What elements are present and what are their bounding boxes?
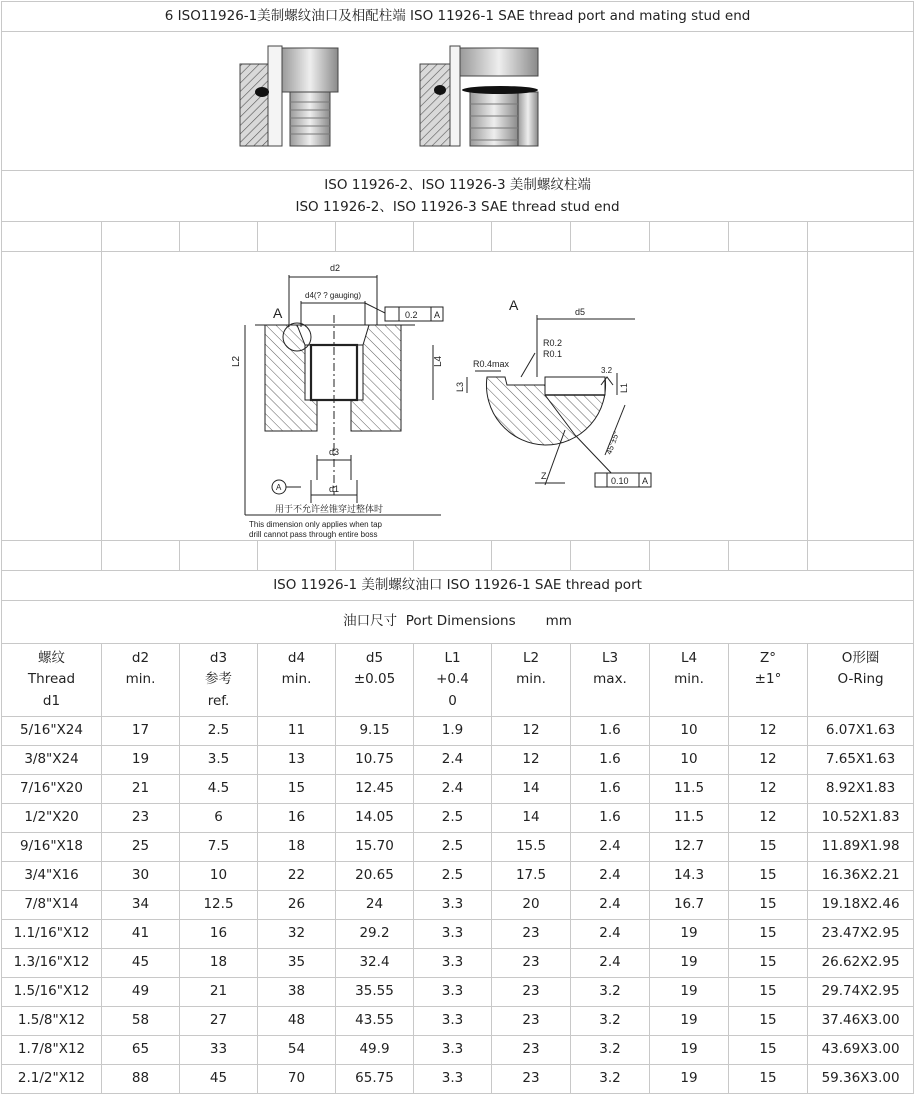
column-header bbox=[729, 644, 808, 717]
table-row bbox=[2, 804, 914, 833]
blank-cell bbox=[414, 541, 492, 571]
port-heading: ISO 11926-1 美制螺纹油口 ISO 11926-1 SAE thread port bbox=[2, 571, 914, 601]
note-en-line2: drill cannot pass through entire boss bbox=[248, 530, 378, 539]
column-header-line: d1 bbox=[42, 692, 61, 709]
label-L2: L2 bbox=[230, 355, 242, 367]
label-r02: R0.2 bbox=[542, 338, 562, 348]
port-drawing-cell bbox=[102, 252, 808, 541]
assembled-stud-image bbox=[240, 46, 338, 146]
table-cell: 7.5 bbox=[180, 833, 258, 862]
table-cell: 17 bbox=[102, 717, 180, 746]
table-cell: 1.5/8"X12 bbox=[2, 1007, 102, 1036]
blank-cell bbox=[492, 222, 571, 252]
label-d3: d3 bbox=[328, 447, 339, 457]
table-cell: 11.89X1.98 bbox=[808, 833, 914, 862]
table-cell: 12 bbox=[492, 717, 571, 746]
table-cell: 3.2 bbox=[571, 1007, 650, 1036]
table-cell: 14.05 bbox=[336, 804, 414, 833]
table-cell: 23 bbox=[492, 1065, 571, 1094]
column-header-line: L3 bbox=[601, 649, 619, 666]
table-cell: 18 bbox=[258, 833, 336, 862]
table-cell: 21 bbox=[102, 775, 180, 804]
table-row bbox=[2, 1065, 914, 1094]
table-cell: 12 bbox=[729, 775, 808, 804]
label-d4: d4(? ? gauging) bbox=[304, 291, 361, 300]
note-en-line1: This dimension only applies when tap bbox=[248, 520, 382, 529]
table-cell: 41 bbox=[102, 920, 180, 949]
table-cell: 20 bbox=[492, 891, 571, 920]
column-header-line bbox=[571, 691, 649, 713]
table-cell: 1.5/16"X12 bbox=[2, 978, 102, 1007]
blank-cell bbox=[650, 541, 729, 571]
table-row bbox=[2, 891, 914, 920]
column-header-line: ±1° bbox=[754, 671, 782, 688]
table-cell: 3/4"X16 bbox=[2, 862, 102, 891]
table-cell: 3.3 bbox=[414, 1065, 492, 1094]
table-cell: 1/2"X20 bbox=[2, 804, 102, 833]
column-header-line: 0 bbox=[448, 692, 457, 709]
table-cell: 12 bbox=[729, 746, 808, 775]
stud-end-heading-cn: ISO 11926-2、ISO 11926-3 美制螺纹柱端 bbox=[324, 177, 591, 193]
column-header-line: Thread bbox=[27, 671, 76, 688]
table-cell: 30 bbox=[102, 862, 180, 891]
table-cell: 70 bbox=[258, 1065, 336, 1094]
table-cell: 15 bbox=[729, 862, 808, 891]
table-cell: 19 bbox=[102, 746, 180, 775]
table-cell: 9/16"X18 bbox=[2, 833, 102, 862]
column-header-line: O形圈 bbox=[841, 649, 880, 666]
column-header-line: min. bbox=[516, 671, 546, 688]
table-cell: 17.5 bbox=[492, 862, 571, 891]
table-cell: 19 bbox=[650, 978, 729, 1007]
table-cell: 3.3 bbox=[414, 891, 492, 920]
table-cell: 29.2 bbox=[336, 920, 414, 949]
table-cell: 2.4 bbox=[571, 862, 650, 891]
table-cell: 35 bbox=[258, 949, 336, 978]
blank-cell bbox=[180, 222, 258, 252]
blank-cell bbox=[336, 222, 414, 252]
table-cell: 14 bbox=[492, 804, 571, 833]
table-cell: 45 bbox=[102, 949, 180, 978]
table-row bbox=[2, 1007, 914, 1036]
column-header-line: d4 bbox=[287, 649, 306, 666]
table-cell: 58 bbox=[102, 1007, 180, 1036]
column-header-line: min. bbox=[674, 671, 704, 688]
table-cell: 15 bbox=[729, 949, 808, 978]
table-cell: 37.46X3.00 bbox=[808, 1007, 914, 1036]
blank-cell bbox=[571, 222, 650, 252]
table-cell: 11.5 bbox=[650, 804, 729, 833]
table-cell: 32 bbox=[258, 920, 336, 949]
column-header-line: d3 bbox=[209, 649, 228, 666]
table-cell: 19.18X2.46 bbox=[808, 891, 914, 920]
view-label-a-left: A bbox=[272, 305, 282, 321]
table-cell: 19 bbox=[650, 1007, 729, 1036]
blank-cell bbox=[492, 541, 571, 571]
column-header bbox=[180, 644, 258, 717]
table-cell: 1.6 bbox=[571, 746, 650, 775]
table-cell: 2.5 bbox=[414, 862, 492, 891]
table-cell: 15 bbox=[258, 775, 336, 804]
table-cell: 35.55 bbox=[336, 978, 414, 1007]
table-cell: 1.6 bbox=[571, 717, 650, 746]
table-cell: 23 bbox=[492, 978, 571, 1007]
label-L3: L3 bbox=[454, 381, 465, 392]
table-cell: 45 bbox=[180, 1065, 258, 1094]
table-cell: 16 bbox=[258, 804, 336, 833]
table-cell: 2.5 bbox=[414, 833, 492, 862]
table-cell: 12 bbox=[492, 746, 571, 775]
table-cell: 16.36X2.21 bbox=[808, 862, 914, 891]
column-header bbox=[336, 644, 414, 717]
table-cell: 2.4 bbox=[571, 891, 650, 920]
table-cell: 14 bbox=[492, 775, 571, 804]
table-cell: 7/16"X20 bbox=[2, 775, 102, 804]
table-cell: 8.92X1.83 bbox=[808, 775, 914, 804]
label-d5: d5 bbox=[574, 307, 585, 317]
table-cell: 54 bbox=[258, 1036, 336, 1065]
table-cell: 2.1/2"X12 bbox=[2, 1065, 102, 1094]
table-cell: 48 bbox=[258, 1007, 336, 1036]
column-header-line: min. bbox=[125, 671, 156, 688]
blank-cell bbox=[571, 541, 650, 571]
label-d2: d2 bbox=[329, 263, 340, 273]
table-cell: 19 bbox=[650, 1036, 729, 1065]
table-cell: 38 bbox=[258, 978, 336, 1007]
blank-cell bbox=[808, 252, 914, 541]
table-cell: 23 bbox=[492, 920, 571, 949]
column-header-line: max. bbox=[593, 671, 627, 688]
table-row bbox=[2, 1036, 914, 1065]
table-cell: 3.5 bbox=[180, 746, 258, 775]
table-row bbox=[2, 920, 914, 949]
table-cell: 7/8"X14 bbox=[2, 891, 102, 920]
table-cell: 23 bbox=[102, 804, 180, 833]
table-cell: 2.4 bbox=[571, 920, 650, 949]
table-cell: 9.15 bbox=[336, 717, 414, 746]
table-cell: 34 bbox=[102, 891, 180, 920]
column-header bbox=[492, 644, 571, 717]
column-header bbox=[414, 644, 492, 717]
table-row bbox=[2, 717, 914, 746]
label-angle: 45°±5° bbox=[603, 429, 621, 456]
column-header bbox=[571, 644, 650, 717]
table-cell: 19 bbox=[650, 1065, 729, 1094]
table-cell: 23 bbox=[492, 949, 571, 978]
column-header bbox=[102, 644, 180, 717]
port-with-oring-image bbox=[420, 46, 538, 146]
table-cell: 10 bbox=[650, 746, 729, 775]
column-header-line: O-Ring bbox=[837, 671, 884, 688]
tolerance-value-right: 0.10 bbox=[610, 476, 629, 486]
blank-cell bbox=[336, 541, 414, 571]
blank-cell bbox=[729, 541, 808, 571]
table-cell: 3.3 bbox=[414, 978, 492, 1007]
table-cell: 2.4 bbox=[571, 949, 650, 978]
table-cell: 3.3 bbox=[414, 949, 492, 978]
table-cell: 15 bbox=[729, 920, 808, 949]
column-header-line: L2 bbox=[522, 649, 540, 666]
table-cell: 12.7 bbox=[650, 833, 729, 862]
blank-cell bbox=[808, 222, 914, 252]
table-cell: 26 bbox=[258, 891, 336, 920]
table-row bbox=[2, 978, 914, 1007]
table-cell: 2.4 bbox=[571, 833, 650, 862]
column-header-line bbox=[336, 691, 413, 713]
table-row bbox=[2, 746, 914, 775]
table-cell: 65.75 bbox=[336, 1065, 414, 1094]
table-cell: 43.69X3.00 bbox=[808, 1036, 914, 1065]
spec-table bbox=[1, 1, 914, 1094]
sheet-title: 6 ISO11926-1美制螺纹油口及相配柱端 ISO 11926-1 SAE thread port and mating stud end bbox=[2, 2, 914, 32]
table-cell: 12 bbox=[729, 717, 808, 746]
table-cell: 49.9 bbox=[336, 1036, 414, 1065]
table-cell: 10 bbox=[650, 717, 729, 746]
roughness-symbol-value: 3.2 bbox=[600, 366, 612, 375]
column-header-line bbox=[258, 691, 335, 713]
column-header-line: min. bbox=[281, 671, 312, 688]
column-header bbox=[650, 644, 729, 717]
table-cell: 15 bbox=[729, 978, 808, 1007]
stud-end-illustration bbox=[158, 46, 758, 156]
table-cell: 2.5 bbox=[414, 804, 492, 833]
datum-a-circle: A bbox=[275, 483, 281, 492]
table-cell: 6.07X1.63 bbox=[808, 717, 914, 746]
table-cell: 15.5 bbox=[492, 833, 571, 862]
table-cell: 25 bbox=[102, 833, 180, 862]
table-cell: 88 bbox=[102, 1065, 180, 1094]
table-cell: 21 bbox=[180, 978, 258, 1007]
table-row bbox=[2, 862, 914, 891]
table-cell: 3.3 bbox=[414, 1036, 492, 1065]
table-cell: 15 bbox=[729, 1036, 808, 1065]
label-z: Z bbox=[540, 471, 546, 481]
blank-cell bbox=[2, 252, 102, 541]
column-header-line: 螺纹 bbox=[38, 649, 65, 666]
table-cell: 59.36X3.00 bbox=[808, 1065, 914, 1094]
column-header-line: Z° bbox=[760, 649, 776, 666]
column-header-line bbox=[102, 691, 179, 713]
table-cell: 16 bbox=[180, 920, 258, 949]
table-cell: 12.45 bbox=[336, 775, 414, 804]
table-cell: 10 bbox=[180, 862, 258, 891]
table-cell: 32.4 bbox=[336, 949, 414, 978]
table-cell: 23.47X2.95 bbox=[808, 920, 914, 949]
table-cell: 16.7 bbox=[650, 891, 729, 920]
table-cell: 2.4 bbox=[414, 775, 492, 804]
table-cell: 4.5 bbox=[180, 775, 258, 804]
blank-cell bbox=[180, 541, 258, 571]
table-cell: 23 bbox=[492, 1036, 571, 1065]
blank-cell bbox=[729, 222, 808, 252]
column-header-line: L1 bbox=[444, 649, 461, 666]
note-cn: 用于不允许丝锥穿过整体时 bbox=[274, 504, 383, 514]
label-L1: L1 bbox=[618, 382, 629, 393]
table-cell: 12.5 bbox=[180, 891, 258, 920]
tolerance-value-left: 0.2 bbox=[404, 310, 418, 320]
tolerance-datum-left: A bbox=[433, 310, 440, 320]
column-header bbox=[258, 644, 336, 717]
table-cell: 3/8"X24 bbox=[2, 746, 102, 775]
column-header-line: d2 bbox=[131, 649, 150, 666]
label-d1: d1 bbox=[328, 484, 339, 494]
port-and-stud-images bbox=[2, 32, 914, 171]
column-header-line bbox=[729, 691, 807, 713]
table-cell: 20.65 bbox=[336, 862, 414, 891]
table-cell: 3.3 bbox=[414, 920, 492, 949]
table-cell: 1.6 bbox=[571, 804, 650, 833]
table-cell: 1.1/16"X12 bbox=[2, 920, 102, 949]
table-cell: 1.3/16"X12 bbox=[2, 949, 102, 978]
table-row bbox=[2, 775, 914, 804]
table-cell: 3.2 bbox=[571, 978, 650, 1007]
blank-cell bbox=[258, 541, 336, 571]
blank-cell bbox=[258, 222, 336, 252]
table-row bbox=[2, 833, 914, 862]
blank-cell bbox=[102, 222, 180, 252]
stud-end-heading bbox=[2, 171, 914, 222]
table-cell: 1.7/8"X12 bbox=[2, 1036, 102, 1065]
table-cell: 3.3 bbox=[414, 1007, 492, 1036]
table-header-row bbox=[2, 644, 914, 717]
table-cell: 19 bbox=[650, 949, 729, 978]
column-header-line: ±0.05 bbox=[353, 671, 396, 688]
column-header bbox=[2, 644, 102, 717]
table-cell: 26.62X2.95 bbox=[808, 949, 914, 978]
table-cell: 29.74X2.95 bbox=[808, 978, 914, 1007]
column-header-line: 参考 bbox=[205, 671, 232, 688]
table-cell: 22 bbox=[258, 862, 336, 891]
table-cell: 23 bbox=[492, 1007, 571, 1036]
table-cell: 15 bbox=[729, 1007, 808, 1036]
table-cell: 11 bbox=[258, 717, 336, 746]
stud-end-heading-en: ISO 11926-2、ISO 11926-3 SAE thread stud end bbox=[295, 199, 620, 215]
table-cell: 15 bbox=[729, 1065, 808, 1094]
table-cell: 43.55 bbox=[336, 1007, 414, 1036]
table-cell: 1.9 bbox=[414, 717, 492, 746]
blank-cell bbox=[808, 541, 914, 571]
table-cell: 3.2 bbox=[571, 1065, 650, 1094]
table-cell: 49 bbox=[102, 978, 180, 1007]
tolerance-datum-right: A bbox=[641, 476, 648, 486]
table-cell: 10.75 bbox=[336, 746, 414, 775]
table-cell: 10.52X1.83 bbox=[808, 804, 914, 833]
label-r04max: R0.4max bbox=[472, 359, 509, 369]
table-cell: 27 bbox=[180, 1007, 258, 1036]
table-cell: 7.65X1.63 bbox=[808, 746, 914, 775]
column-header bbox=[808, 644, 914, 717]
table-cell: 5/16"X24 bbox=[2, 717, 102, 746]
column-header-line bbox=[492, 691, 570, 713]
port-technical-drawing bbox=[230, 255, 665, 539]
column-header-line: +0.4 bbox=[436, 671, 469, 688]
blank-cell bbox=[414, 222, 492, 252]
column-header-line bbox=[650, 691, 728, 713]
label-L4: L4 bbox=[432, 355, 444, 367]
blank-cell bbox=[2, 222, 102, 252]
column-header-line: L4 bbox=[680, 649, 698, 666]
table-cell: 1.6 bbox=[571, 775, 650, 804]
table-cell: 65 bbox=[102, 1036, 180, 1065]
table-cell: 15 bbox=[729, 891, 808, 920]
table-cell: 13 bbox=[258, 746, 336, 775]
column-header-line bbox=[808, 691, 913, 713]
blank-cell bbox=[2, 541, 102, 571]
table-cell: 15 bbox=[729, 833, 808, 862]
column-header-line: d5 bbox=[365, 649, 384, 666]
blank-cell bbox=[650, 222, 729, 252]
table-cell: 15.70 bbox=[336, 833, 414, 862]
table-row bbox=[2, 949, 914, 978]
table-cell: 11.5 bbox=[650, 775, 729, 804]
table-cell: 6 bbox=[180, 804, 258, 833]
table-cell: 12 bbox=[729, 804, 808, 833]
column-header-line: ref. bbox=[207, 692, 230, 709]
table-cell: 3.2 bbox=[571, 1036, 650, 1065]
dimensions-heading: 油口尺寸 Port Dimensions mm bbox=[2, 601, 914, 644]
table-cell: 18 bbox=[180, 949, 258, 978]
table-cell: 14.3 bbox=[650, 862, 729, 891]
table-cell: 24 bbox=[336, 891, 414, 920]
table-cell: 2.5 bbox=[180, 717, 258, 746]
view-label-a-right: A bbox=[508, 297, 518, 313]
label-r01: R0.1 bbox=[542, 349, 562, 359]
blank-cell bbox=[102, 541, 180, 571]
table-cell: 33 bbox=[180, 1036, 258, 1065]
table-cell: 19 bbox=[650, 920, 729, 949]
table-cell: 2.4 bbox=[414, 746, 492, 775]
